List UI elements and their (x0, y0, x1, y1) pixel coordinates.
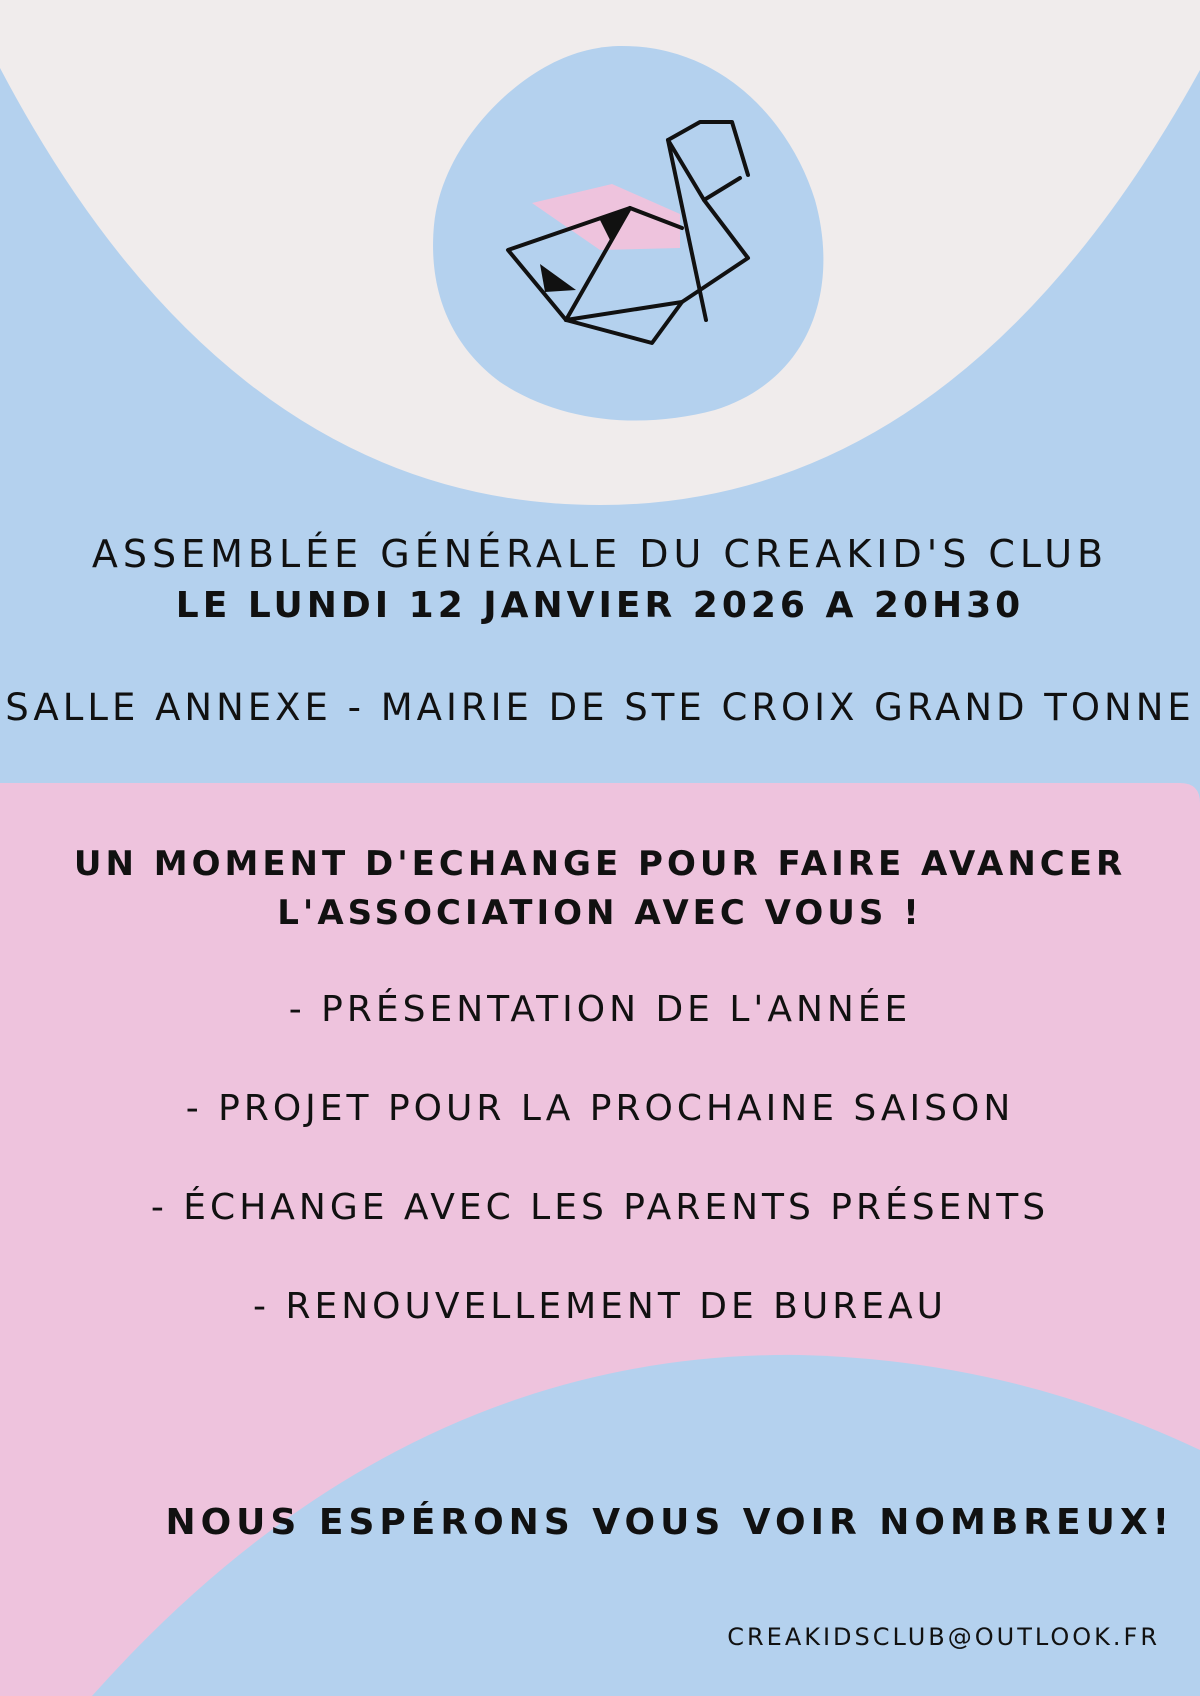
agenda-item: - PROJET POUR LA PROCHAINE SAISON (185, 1088, 1015, 1129)
agenda-item: - RENOUVELLEMENT DE BUREAU (253, 1286, 947, 1327)
event-title: ASSEMBLÉE GÉNÉRALE DU CREAKID'S CLUB (91, 532, 1109, 576)
closing-message: NOUS ESPÉRONS VOUS VOIR NOMBREUX! (165, 1502, 1174, 1543)
agenda-item: - PRÉSENTATION DE L'ANNÉE (288, 989, 912, 1030)
event-date: LE LUNDI 12 JANVIER 2026 A 20H30 (175, 585, 1025, 626)
event-venue: SALLE ANNEXE - MAIRIE DE STE CROIX GRAND TONNE (5, 686, 1195, 729)
contact-email[interactable]: CREAKIDSCLUB@OUTLOOK.FR (727, 1623, 1160, 1651)
swan-shadow (540, 264, 576, 292)
agenda-list (0, 988, 1200, 1384)
agenda-item: - ÉCHANGE AVEC LES PARENTS PRÉSENTS (150, 1187, 1050, 1228)
pitch-heading: UN MOMENT D'ECHANGE POUR FAIRE AVANCER L'ASSOCIATION AVEC VOUS ! (73, 844, 1127, 933)
